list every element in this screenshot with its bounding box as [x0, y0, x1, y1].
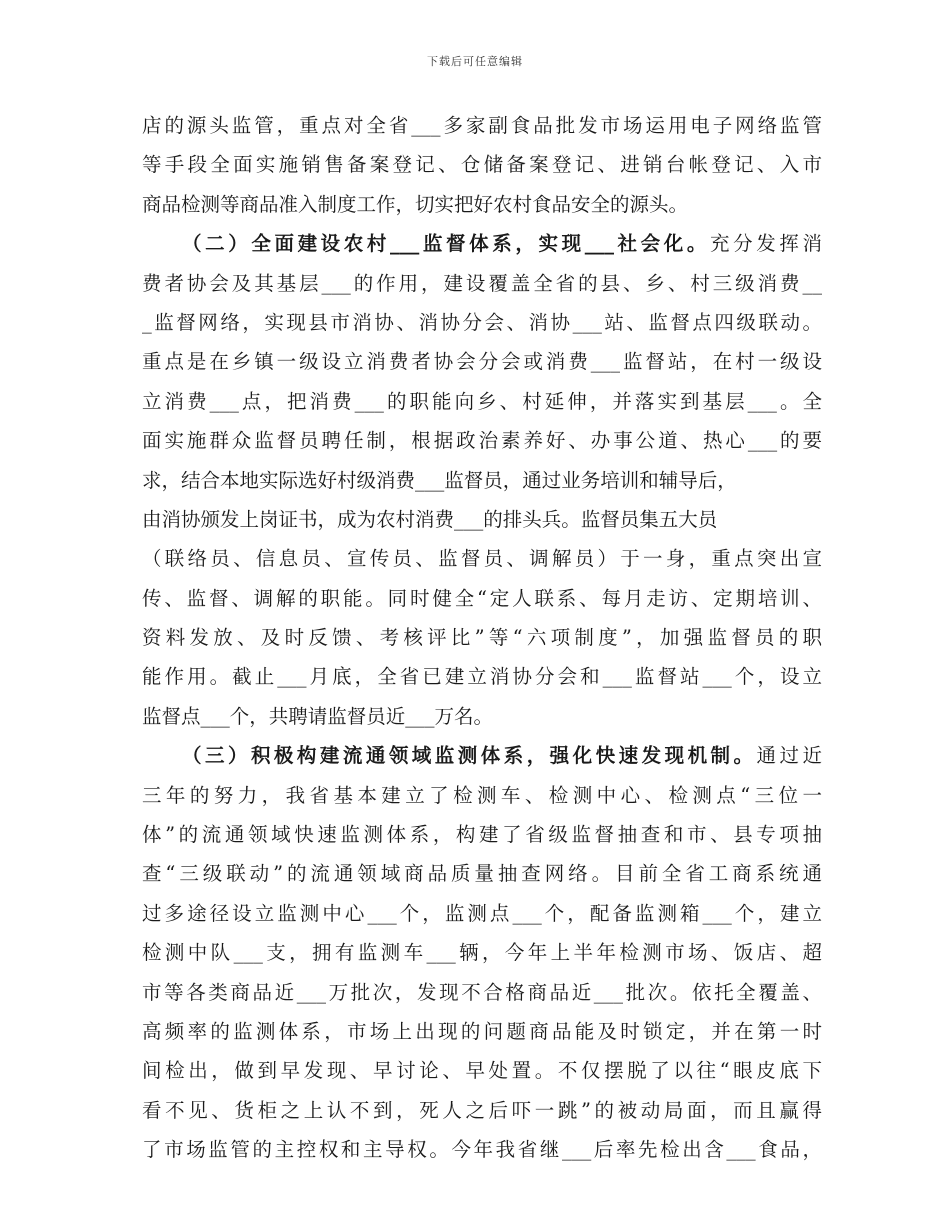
section-heading: （二）全面建设农村___监督体系，实现___社会化。 [182, 232, 711, 256]
text-line: 店的源头监管，重点对全省___多家副食品批发市场运用电子网络监管 [142, 114, 822, 137]
text-line: 间检出，做到早发现、早讨论、早处置。不仅摆脱了以往“眼皮底下 [142, 1059, 822, 1083]
text-line: 高频率的监测体系，市场上出现的问题商品能及时锁定，并在第一时 [142, 1019, 822, 1043]
text-line: 等手段全面实施销售备案登记、仓储备案登记、进销台帐登记、入市 [142, 153, 822, 177]
text-line: 传、监督、调解的职能。同时健全“定人联系、每月走访、定期培训、 [142, 586, 822, 610]
text-line: 立消费___点，把消费___的职能向乡、村延伸，并落实到基层___。全 [142, 389, 822, 413]
text-line: 了市场监管的主控权和主导权。今年我省继___后率先检出含___食品， [142, 1138, 822, 1162]
text-run: 通过近 [756, 744, 822, 768]
text-line: _监督网络，实现县市消协、消协分会、消协___站、监督点四级联动。 [142, 310, 822, 334]
header-note: 下载后可任意编辑 [427, 55, 523, 68]
text-line: 由消协颁发上岗证书，成为农村消费___的排头兵。监督员集五大员 [142, 507, 718, 531]
text-line: 费者协会及其基层___的作用，建设覆盖全省的县、乡、村三级消费__ [142, 271, 822, 295]
text-line: 资料发放、及时反馈、考核评比”等“六项制度”，加强监督员的职 [142, 626, 822, 650]
text-line: 三年的努力，我省基本建立了检测车、检测中心、检测点“三位一 [142, 783, 822, 807]
text-line: 商品检测等商品准入制度工作，切实把好农村食品安全的源头。 [142, 192, 689, 216]
section-heading: （三）积极构建流通领域监测体系，强化快速发现机制。 [182, 744, 757, 768]
text-line: 面实施群众监督员聘任制，根据政治素养好、办事公道、热心___的要 [142, 429, 822, 453]
text-line: （联络员、信息员、宣传员、监督员、调解员）于一身，重点突出宣 [142, 547, 822, 571]
text-line: 重点是在乡镇一级设立消费者协会分会或消费___监督站，在村一级设 [142, 350, 822, 374]
text-line: 看不见、货柜之上认不到，死人之后吓一跳”的被动局面，而且赢得 [142, 1098, 822, 1122]
paragraph-first-line [142, 224, 822, 263]
text-line: 查“三级联动”的流通领域商品质量抽查网络。目前全省工商系统通 [142, 862, 822, 886]
text-line: 过多途径设立监测中心___个，监测点___个，配备监测箱___个，建立 [142, 901, 822, 925]
text-line: 能作用。截止___月底，全省已建立消协分会和___监督站___个，设立 [142, 665, 822, 689]
text-line: 检测中队___支，拥有监测车___辆，今年上半年检测市场、饭店、超 [142, 941, 822, 965]
document-body [142, 106, 822, 1170]
text-line: 市等各类商品近___万批次，发现不合格商品近___批次。依托全覆盖、 [142, 980, 822, 1004]
text-run: 充分发挥消 [710, 232, 822, 256]
paragraph-first-line [142, 736, 822, 775]
text-line: 体”的流通领域快速监测体系，构建了省级监督抽查和市、县专项抽 [142, 823, 822, 847]
text-line: 监督点___个，共聘请监督员近___万名。 [142, 704, 494, 728]
text-line: 求，结合本地实际选好村级消费___监督员，通过业务培训和辅导后， [142, 468, 737, 492]
